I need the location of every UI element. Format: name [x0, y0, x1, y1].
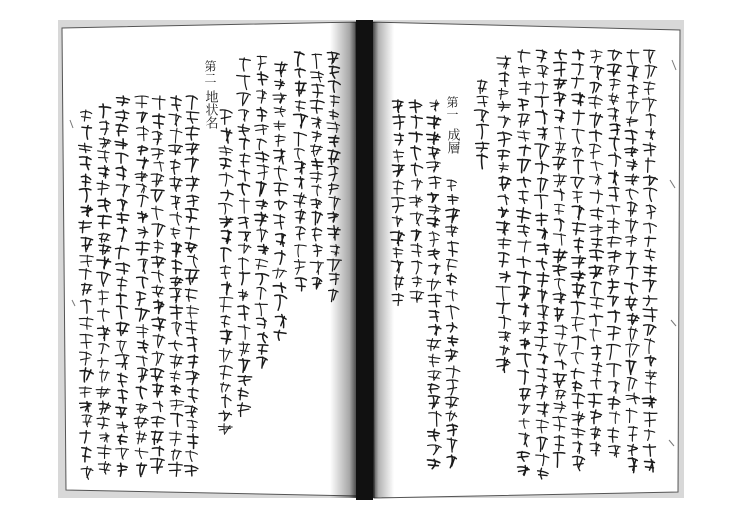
- book-spine: [356, 20, 373, 500]
- left-section-heading: 地状名: [202, 90, 218, 129]
- right-section-heading: 成層: [444, 128, 460, 154]
- left-section-marker: 第二: [203, 60, 217, 84]
- right-section-marker: 第一: [445, 96, 459, 120]
- gutter-shadow-right: [372, 22, 394, 498]
